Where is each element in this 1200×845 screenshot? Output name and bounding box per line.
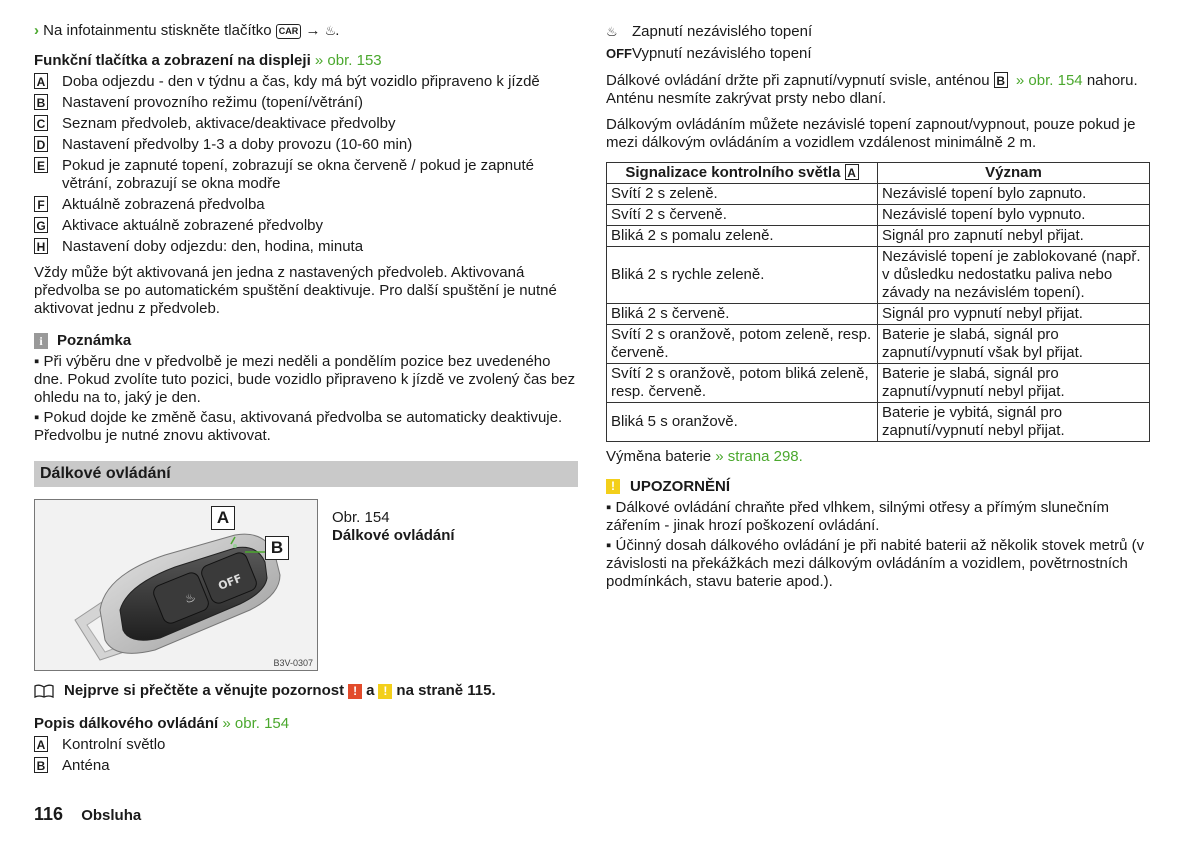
letter-label: G — [34, 217, 48, 233]
off-label: OFF — [216, 571, 244, 593]
heat-button-icon: ♨ — [182, 589, 198, 607]
presets-paragraph: Vždy může být aktivovaná jen jedna z nastavených předvoleb. Aktivovaná předvolba se po automatickém spuštění deaktivuje. Pro další spuštění je nutné aktivovat jednu z předvoleb. — [34, 264, 557, 317]
item-text: Anténa — [62, 757, 110, 774]
note-bullet: ▪ Pokud dojde ke změně času, aktivovaná předvolba se automaticky deaktivuje. Předvolbu je nutné znovu aktivovat. — [34, 409, 563, 444]
warning-yellow-icon: ! — [378, 684, 392, 699]
signal-cell: Bliká 2 s červeně. — [607, 304, 878, 325]
fig154-link[interactable]: » obr. 154 — [222, 715, 290, 732]
warning-bullet: ▪ Účinný dosah dálkového ovládání je při nabité baterii až několik stovek metrů (v závislosti na překážkách mezi dálkovým ovládáním a vozidlem, povětrnostních podmínkách, stavu baterie apod.). — [606, 537, 1145, 590]
intro-text: Na infotainmentu stiskněte tlačítko — [43, 22, 272, 39]
meaning-cell: Signál pro vypnutí nebyl přijat. — [878, 304, 1150, 325]
signal-table — [606, 162, 1150, 442]
note-bullet: ▪ Při výběru dne v předvolbě je mezi neděli a pondělím pozice bez uvedeného dne. Pokud zvolíte tuto pozici, bude vozidlo připraveno k jízdě ve zvolený čas bez ohledu na to, jaký je den. — [34, 353, 576, 406]
callout-b: B — [265, 536, 289, 560]
meaning-cell: Nezávislé topení je zablokované (např. v důsledku nedostatku paliva nebo závady na nezávislém topení). — [878, 247, 1150, 304]
function-item — [34, 115, 578, 133]
arrow-right-icon: → — [305, 22, 321, 39]
section-title: Dálkové ovládání — [34, 461, 578, 487]
meaning-cell: Baterie je slabá, signál pro zapnutí/vypnutí nebyl přijat. — [878, 364, 1150, 403]
figure-caption — [332, 509, 455, 671]
meaning-cell: Nezávislé topení bylo zapnuto. — [878, 184, 1150, 205]
description-item — [34, 757, 578, 775]
letter-label: B — [34, 94, 48, 110]
letter-label: C — [34, 115, 48, 131]
table-row — [607, 226, 1150, 247]
read-first-line: Nejprve si přečtěte a věnujte pozornost ! a ! na straně 115. — [34, 681, 578, 701]
warning-red-icon: ! — [348, 684, 362, 699]
meaning-cell: Baterie je vybitá, signál pro zapnutí/vypnutí nebyl přijat. — [878, 403, 1150, 442]
letter-b-box: B — [994, 72, 1008, 88]
right-column — [606, 22, 1150, 591]
remote-control-image — [34, 499, 318, 671]
function-item — [34, 94, 578, 112]
description-heading: Popis dálkového ovládání » obr. 154 — [34, 715, 290, 732]
table-row — [607, 247, 1150, 304]
function-item — [34, 73, 578, 91]
item-text: Doba odjezdu - den v týdnu a čas, kdy má být vozidlo připraveno k jízdě — [62, 73, 540, 90]
signal-cell: Bliká 5 s oranžově. — [607, 403, 878, 442]
signal-cell: Svítí 2 s oranžově, potom bliká zeleně, resp. červeně. — [607, 364, 878, 403]
letter-label: E — [34, 157, 48, 173]
table-row — [607, 304, 1150, 325]
letter-label: D — [34, 136, 48, 152]
table-row — [607, 184, 1150, 205]
table-row — [607, 364, 1150, 403]
letter-a-box: A — [845, 164, 859, 180]
item-text: Kontrolní světlo — [62, 736, 166, 753]
function-item — [34, 136, 578, 154]
item-text: Aktuálně zobrazená předvolba — [62, 196, 265, 213]
page-115-link[interactable]: na straně 115. — [396, 682, 496, 699]
note-title: Poznámka — [57, 332, 132, 349]
figure-154 — [34, 499, 578, 671]
function-item — [34, 238, 578, 256]
description-item — [34, 736, 578, 754]
info-icon: i — [34, 333, 48, 349]
table-header-row — [607, 163, 1150, 184]
table-header: Význam — [878, 163, 1150, 184]
off-icon: OFF — [606, 46, 632, 61]
page-number: 116 — [34, 804, 64, 824]
arrow-bullet-icon: › — [34, 22, 39, 39]
signal-cell: Svítí 2 s červeně. — [607, 205, 878, 226]
table-row — [607, 325, 1150, 364]
heating-icon: ♨ — [606, 24, 618, 39]
item-text: Nastavení doby odjezdu: den, hodina, minuta — [62, 238, 364, 255]
item-text: Pokud je zapnuté topení, zobrazují se okna červeně / pokud je zapnuté větrání, zobrazují se okna modře — [62, 157, 534, 192]
warning-title: UPOZORNĚNÍ — [630, 478, 731, 495]
warning-bullet: ▪ Dálkové ovládání chraňte před vlhkem, silnými otřesy a přímým slunečním zářením - jinak hrozí poškození ovládání. — [606, 499, 1110, 534]
book-icon — [34, 684, 54, 698]
figure-code: B3V-0307 — [273, 658, 313, 668]
signal-cell: Bliká 2 s pomalu zeleně. — [607, 226, 878, 247]
table-row — [607, 205, 1150, 226]
signal-cell: Svítí 2 s zeleně. — [607, 184, 878, 205]
item-text: Seznam předvoleb, aktivace/deaktivace předvolby — [62, 115, 396, 132]
item-text: Nastavení provozního režimu (topení/větrání) — [62, 94, 363, 111]
functions-heading: Funkční tlačítka a zobrazení na displeji » obr. 153 — [34, 52, 382, 69]
table-header: Signalizace kontrolního světla A — [607, 163, 878, 184]
note-heading — [34, 332, 578, 349]
page-footer — [34, 804, 141, 825]
functions-list — [34, 73, 578, 256]
remote-control-illustration — [35, 500, 317, 670]
figure-title: Dálkové ovládání — [332, 527, 455, 544]
item-text: Nastavení předvolby 1-3 a doby provozu (10-60 min) — [62, 136, 413, 153]
signal-cell: Svítí 2 s oranžově, potom zeleně, resp. červeně. — [607, 325, 878, 364]
intro-line: › Na infotainmentu stiskněte tlačítko CAR → ♨. — [34, 22, 340, 39]
letter-label: A — [34, 73, 48, 89]
heating-on-line: ♨ Zapnutí nezávislého topení — [606, 23, 813, 40]
meaning-cell: Signál pro zapnutí nebyl přijat. — [878, 226, 1150, 247]
car-key-icon: CAR — [276, 24, 302, 39]
signal-cell: Bliká 2 s rychle zeleně. — [607, 247, 878, 304]
item-text: Aktivace aktuálně zobrazené předvolby — [62, 217, 323, 234]
figure-number: Obr. 154 — [332, 509, 390, 526]
callout-a: A — [211, 506, 235, 530]
range-paragraph: Dálkovým ovládáním můžete nezávislé topení zapnout/vypnout, pouze pokud je mezi dálkovým ovládáním a vozidlem vzdálenost minimálně 2 m. — [606, 116, 1136, 151]
warning-yellow-icon: ! — [606, 479, 620, 494]
letter-label: A — [34, 736, 48, 752]
fig154-link[interactable]: » obr. 154 — [1015, 72, 1083, 89]
meaning-cell: Nezávislé topení bylo vypnuto. — [878, 205, 1150, 226]
letter-label: H — [34, 238, 48, 254]
function-item — [34, 217, 578, 235]
antenna-paragraph: Dálkové ovládání držte při zapnutí/vypnutí svisle, anténou B » obr. 154 nahoru. Anténu nesmíte zakrývat prsty nebo dlaní. — [606, 72, 1138, 107]
page-298-link[interactable]: » strana 298. — [715, 448, 803, 465]
heating-icon: ♨ — [324, 23, 336, 38]
meaning-cell: Baterie je slabá, signál pro zapnutí/vypnutí však byl přijat. — [878, 325, 1150, 364]
left-column — [34, 22, 578, 775]
section-name: Obsluha — [81, 807, 142, 824]
battery-line: Výměna baterie » strana 298. — [606, 448, 803, 465]
function-item — [34, 196, 578, 214]
function-item — [34, 157, 578, 193]
warning-heading — [606, 478, 1150, 495]
fig153-link[interactable]: » obr. 153 — [314, 52, 382, 69]
letter-label: F — [34, 196, 48, 212]
heating-off-line: OFF Vypnutí nezávislého topení — [606, 45, 812, 62]
table-row — [607, 403, 1150, 442]
description-list — [34, 736, 578, 775]
letter-label: B — [34, 757, 48, 773]
